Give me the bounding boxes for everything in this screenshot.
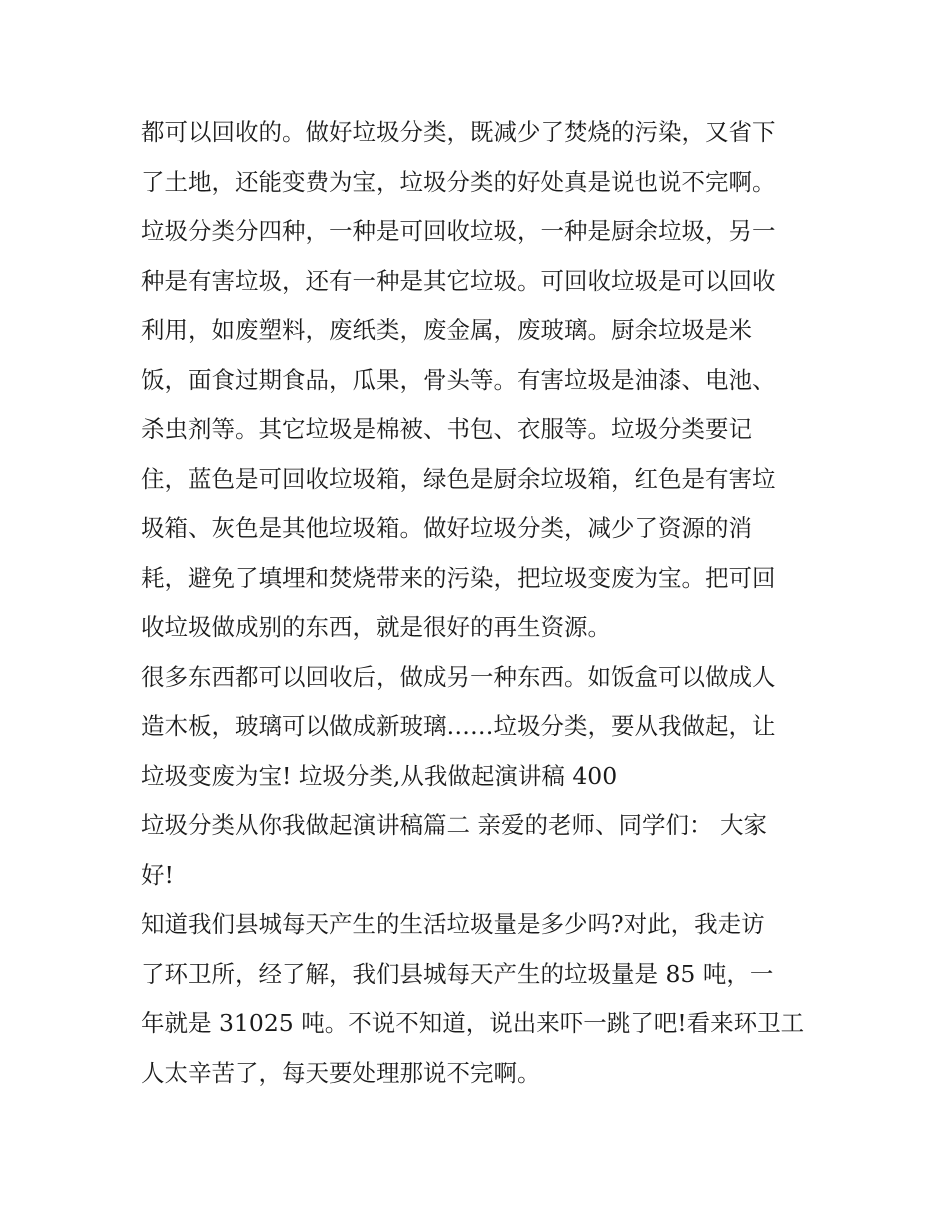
text-line: 年就是 31025 吨。不说不知道，说出来吓一跳了吧!看来环卫工 [141, 1009, 805, 1037]
text-line: 利用，如废塑料，废纸类，废金属，废玻璃。厨余垃圾是米 [141, 316, 752, 344]
text-line: 了环卫所，经了解，我们县城每天产生的垃圾量是 85 吨，一 [141, 959, 774, 988]
text-line: 收垃圾做成别的东西，就是很好的再生资源。 [141, 613, 611, 641]
text-line: 种是有害垃圾，还有一种是其它垃圾。可回收垃圾是可以回收 [141, 266, 776, 295]
text-line: 饭，面食过期食品，瓜果，骨头等。有害垃圾是油漆、电池、 [141, 365, 776, 394]
text-line: 知道我们县城每天产生的生活垃圾量是多少吗?对此，我走访 [141, 910, 765, 938]
text-line: 都可以回收的。做好垃圾分类，既减少了焚烧的污染，又省下 [141, 118, 776, 146]
text-line: 杀虫剂等。其它垃圾是棉被、书包、衣服等。垃圾分类要记 [141, 415, 752, 443]
text-line: 垃圾分类分四种，一种是可回收垃圾，一种是厨余垃圾，另一 [141, 217, 776, 245]
body-text [141, 108, 813, 1098]
text-line: 耗，避免了填埋和焚烧带来的污染，把垃圾变废为宝。把可回 [141, 563, 776, 592]
text-line: 圾箱、灰色是其他垃圾箱。做好垃圾分类，减少了资源的消 [141, 514, 752, 542]
text-line: 人太辛苦了，每天要处理那说不完啊。 [141, 1058, 541, 1087]
text-line: 很多东西都可以回收后，做成另一种东西。如饭盒可以做成人 [141, 662, 776, 691]
text-line: 住，蓝色是可回收垃圾箱，绿色是厨余垃圾箱，红色是有害垃 [141, 464, 776, 493]
text-line: 好! [141, 860, 174, 889]
text-line: 垃圾变废为宝! 垃圾分类,从我做起演讲稿 400 [141, 761, 618, 790]
text-line: 了土地，还能变费为宝，垃圾分类的好处真是说也说不完啊。 [141, 167, 776, 196]
text-line: 垃圾分类从你我做起演讲稿篇二 亲爱的老师、同学们： 大家 [141, 811, 767, 839]
text-line: 造木板，玻璃可以做成新玻璃……垃圾分类，要从我做起，让 [141, 712, 776, 740]
